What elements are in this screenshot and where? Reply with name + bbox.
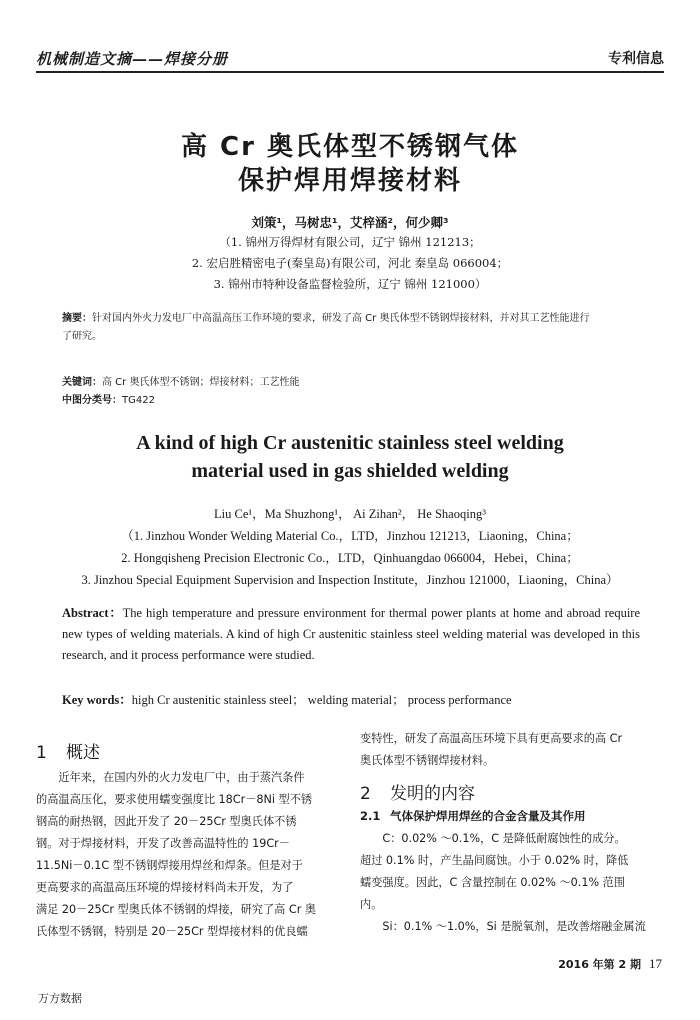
en-title-line1: A kind of high Cr austenitic stainless steel welding bbox=[136, 432, 564, 454]
text-line: 氏体型不锈钢，特别是 20－25Cr 型焊接材料的优良蠕 bbox=[36, 925, 308, 938]
footer-issue bbox=[558, 956, 662, 972]
en-abstract bbox=[62, 603, 640, 666]
cn-authors: 刘策¹，马树忠¹，艾梓涵²，何少卿³ bbox=[251, 215, 449, 230]
text-line: 钢。对于焊接材料，开发了改善高温特性的 19Cr－ bbox=[36, 837, 290, 850]
en-abstract-text: The high temperature and pressure environment for thermal power plants at home and abroad require new types of welding materials. A kind of high Cr austenitic stainless steel welding material was developed in this research, and it process performance were studied. bbox=[62, 606, 641, 662]
silicon-paragraph bbox=[360, 916, 666, 938]
section-label: 专利信息 bbox=[608, 51, 664, 67]
subsection-2-1-title: 气体保护焊用焊丝的合金含量及其作用 bbox=[390, 809, 586, 823]
en-affiliation-2: 2. Hongqisheng Precision Electronic Co.，LTD，Qinhuangdao 066004，Hebei，China； bbox=[121, 551, 579, 565]
page-number: 17 bbox=[649, 956, 662, 971]
carbon-paragraph bbox=[360, 828, 666, 916]
cn-keywords-text: 高 Cr 奥氏体型不锈钢；焊接材料；工艺性能 bbox=[102, 377, 300, 388]
text-line: 近年来，在国内外的火力发电厂中，由于蒸汽条件 bbox=[58, 771, 305, 784]
en-affiliation-1: （1. Jinzhou Wonder Welding Material Co.，LTD，Jinzhou 121213，Liaoning，China； bbox=[121, 529, 579, 543]
running-header bbox=[36, 48, 664, 72]
text-line: 满足 20－25Cr 型奥氏体不锈钢的焊接，研究了高 Cr 奥 bbox=[36, 903, 317, 916]
cn-affiliation-3: 3. 锦州市特种设备监督检验所，辽宁 锦州 121000） bbox=[213, 277, 487, 291]
en-title-line2: material used in gas shielded welding bbox=[191, 460, 509, 482]
section-1-paragraph bbox=[36, 767, 338, 943]
text-line: Si：0.1% ～1.0%，Si 是脱氧剂，是改善熔融金属流 bbox=[382, 920, 646, 933]
cn-abstract-line1: 针对国内外火力发电厂中高温高压工作环境的要求，研发了高 Cr 奥氏体型不锈钢焊接材料，并对其工艺性能进行 bbox=[92, 313, 590, 324]
journal-name: 机械制造文摘——焊接分册 bbox=[36, 50, 229, 68]
text-line: C：0.02% ～0.1%，C 是降低耐腐蚀性的成分。 bbox=[382, 832, 626, 845]
section-1-heading bbox=[36, 738, 100, 763]
cn-title-line1: 高 Cr 奥氏体型不锈钢气体 bbox=[180, 132, 519, 162]
cn-affiliation-1: （1. 锦州万得焊材有限公司，辽宁 锦州 121213； bbox=[219, 235, 481, 249]
text-line: 变特性，研发了高温高压环境下具有更高要求的高 Cr bbox=[360, 732, 623, 745]
section-2-heading bbox=[360, 779, 475, 804]
en-abstract-label: Abstract： bbox=[62, 606, 123, 620]
text-line: 内。 bbox=[360, 898, 383, 911]
cn-abstract-line2: 了研究。 bbox=[62, 331, 102, 342]
text-line: 超过 0.1% 时，产生晶间腐蚀。小于 0.02% 时，降低 bbox=[360, 854, 629, 867]
text-line: 钢高的耐热钢，因此开发了 20－25Cr 型奥氏体不锈 bbox=[36, 815, 297, 828]
en-affiliation-3: 3. Jinzhou Special Equipment Supervision and Inspection Institute，Jinzhou 121000，Liaoning，China） bbox=[81, 573, 619, 587]
cn-keywords bbox=[62, 373, 642, 388]
section-2-number: 2 bbox=[360, 784, 371, 804]
subsection-2-1-heading bbox=[360, 808, 586, 824]
issue-label: 2016 年第 2 期 bbox=[558, 958, 641, 971]
cn-class-label: 中图分类号： bbox=[62, 395, 122, 406]
header-rule bbox=[36, 71, 664, 73]
en-keywords bbox=[62, 690, 640, 708]
text-line: 蠕变强度。因此，C 含量控制在 0.02% ～0.1% 范围 bbox=[360, 876, 625, 889]
en-authors: Liu Ce¹，Ma Shuzhong¹， Ai Zihan²， He Shaoqing³ bbox=[214, 507, 486, 521]
cn-keywords-label: 关键词： bbox=[62, 377, 102, 388]
watermark: 万方数据 bbox=[38, 992, 82, 1005]
cn-affiliation-2: 2. 宏启胜精密电子(秦皇岛)有限公司，河北 秦皇岛 066004； bbox=[191, 256, 509, 270]
cn-abstract-label: 摘要： bbox=[62, 313, 92, 324]
section-2-title: 发明的内容 bbox=[390, 784, 475, 804]
subsection-2-1-number: 2.1 bbox=[360, 809, 381, 823]
cn-abstract bbox=[62, 310, 642, 346]
cn-class-number: TG422 bbox=[122, 395, 155, 406]
en-keywords-label: Key words： bbox=[62, 693, 132, 707]
text-line: 11.5Ni－0.1C 型不锈钢焊接用焊丝和焊条。但是对于 bbox=[36, 859, 303, 872]
text-line: 的高温高压化，要求使用蠕变强度比 18Cr－8Ni 型不锈 bbox=[36, 793, 313, 806]
section-1-number: 1 bbox=[36, 743, 47, 763]
cn-classification bbox=[62, 391, 642, 406]
section-1-title: 概述 bbox=[66, 743, 100, 763]
section-1-continuation bbox=[360, 728, 666, 772]
en-keywords-text: high Cr austenitic stainless steel； welding material； process performance bbox=[131, 693, 512, 707]
text-line: 奥氏体型不锈钢焊接材料。 bbox=[360, 754, 495, 767]
text-line: 更高要求的高温高压环境的焊接材料尚未开发，为了 bbox=[36, 881, 294, 894]
cn-title-line2: 保护焊用焊接材料 bbox=[237, 166, 462, 196]
